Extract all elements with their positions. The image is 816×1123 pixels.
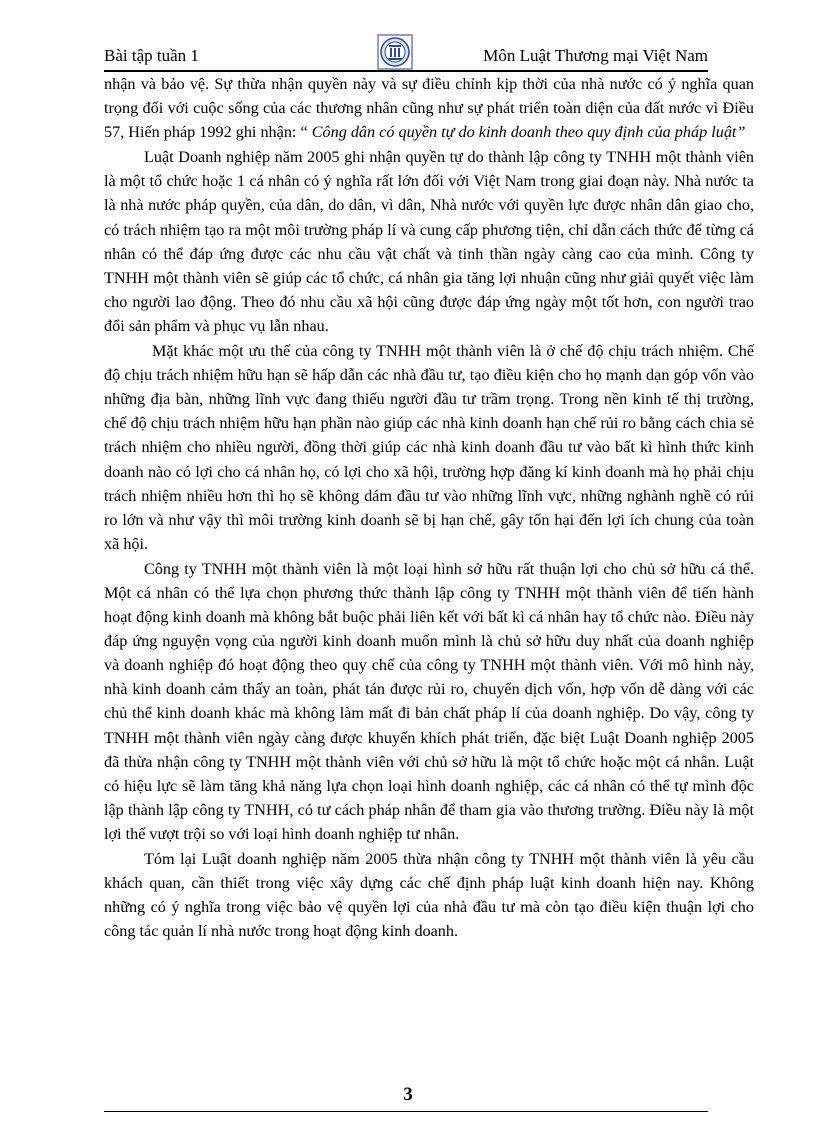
footer-divider <box>104 1111 708 1112</box>
paragraph-1 <box>104 72 754 144</box>
paragraph-3: Mặt khác một ưu thế của công ty TNHH một thành viên là ở chế độ chịu trách nhiệm. Chế độ chịu trách nhiệm hữu hạn sẽ hấp dẫn các nhà đầu tư, tạo điều kiện cho họ mạnh dạn góp vốn vào những địa bàn, những lĩnh vực đang thiếu người đầu tư trầm trọng. Trong nền kinh tế thị trường, chế độ chịu trách nhiệm hữu hạn phần nào giúp các nhà kinh doanh hạn chế rủi ro bằng cách chia sẻ trách nhiệm cho nhiều người, đồng thời giúp các nhà kinh doanh đầu tư vào bất kì hình thức kinh doanh nào có lợi cho cá nhân họ, có lợi cho xã hội, trường hợp đăng kí kinh doanh mà họ phải chịu trách nhiệm nhiều hơn thì họ sẽ không dám đầu tư vào những lĩnh vực, những nghành nghề có rủi ro lớn và như vậy thì môi trường kinh doanh sẽ bị hạn chế, gây tổn hại đến lợi ích chung của toàn xã hội. <box>104 342 754 553</box>
header-left-title: Bài tập tuần 1 <box>104 46 199 65</box>
paragraph-5: Tóm lại Luật doanh nghiệp năm 2005 thừa nhận công ty TNHH một thành viên là yêu cầu khách quan, cần thiết trong việc xây dựng các chế định pháp luật kinh doanh hiện nay. Không những có ý nghĩa trong việc bảo vệ quyền lợi của nhà đầu tư mà còn tạo điều kiện thuận lợi cho công tác quản lí nhà nước trong hoạt động kinh doanh. <box>104 850 754 941</box>
university-seal-icon <box>377 34 413 70</box>
header-right-title: Môn Luật Thương mại Việt Nam <box>483 46 708 65</box>
constitution-quote: Công dân có quyền tự do kinh doanh theo quy định của pháp luật” <box>311 123 746 142</box>
paragraph-4: Công ty TNHH một thành viên là một loại hình sở hữu rất thuận lợi cho chủ sở hữu cá thể. Một cá nhân có thể lựa chọn phương thức thành lập công ty TNHH một thành viên để tiến hành hoạt động kinh doanh mà không bắt buộc phải liên kết với bất kì cá nhân hay tổ chức nào. Điều này đáp ứng nguyện vọng của người kinh doanh muốn mình là chủ sở hữu duy nhất của doanh nghiệp và doanh nghiệp đó hoạt động theo quy chế của công ty TNHH một thành viên. Với mô hình này, nhà kinh doanh cảm thấy an toàn, phát tán được rủi ro, chuyển dịch vốn, hợp vốn dễ dàng với các chủ thể kinh doanh khác mà không làm mất đi bản chất pháp lí của doanh nghiệp. Do vậy, công ty TNHH một thành viên ngày càng được khuyến khích phát triển, đặc biệt Luật Doanh nghiệp 2005 đã thừa nhận công ty TNHH một thành viên với chủ sở hữu là một tổ chức hoặc một cá nhân. Luật có hiệu lực sẽ làm tăng khả năng lựa chọn loại hình doanh nghiệp, các cá nhân có thể tự mình độc lập thành lập công ty TNHH, có tư cách pháp nhân để tham gia vào thương trường. Điều này là một lợi thế vượt trội so với loại hình doanh nghiệp tư nhân. <box>104 559 754 843</box>
paragraph-2: Luật Doanh nghiệp năm 2005 ghi nhận quyền tự do thành lập công ty TNHH một thành viên là một tổ chức hoặc 1 cá nhân có ý nghĩa rất lớn đối với Việt Nam trong giai đoạn này. Nhà nước ta là nhà nước pháp quyền, của dân, do dân, vì dân, Nhà nước với quyền lực được nhân dân giao cho, có trách nhiệm tạo ra một môi trường pháp lí và cung cấp phương tiện, chỉ dẫn cách thức để từng cá nhân có thể đáp ứng được các nhu cầu vật chất và tinh thần ngày càng cao của mình. Công ty TNHH một thành viên sẽ giúp các tổ chức, cá nhân gia tăng lợi nhuận cũng như giải quyết việc làm cho người lao động. Theo đó nhu cầu xã hội cũng được đáp ứng ngày một tốt hơn, con người trao đổi sản phẩm và phục vụ lẫn nhau. <box>104 148 754 335</box>
document-body <box>104 72 754 943</box>
page-header <box>104 40 708 72</box>
page-number: 3 <box>403 1084 413 1105</box>
paragraph-1-text: nhận và bảo vệ. Sự thừa nhận quyền này và sự điều chỉnh kịp thời của nhà nước có ý nghĩa quan trọng đối với cuộc sống của các thương nhân cũng như sự phát triển toàn diện của đất nước vì Điều 57, Hiến pháp 1992 ghi nhận: “ <box>104 75 754 142</box>
